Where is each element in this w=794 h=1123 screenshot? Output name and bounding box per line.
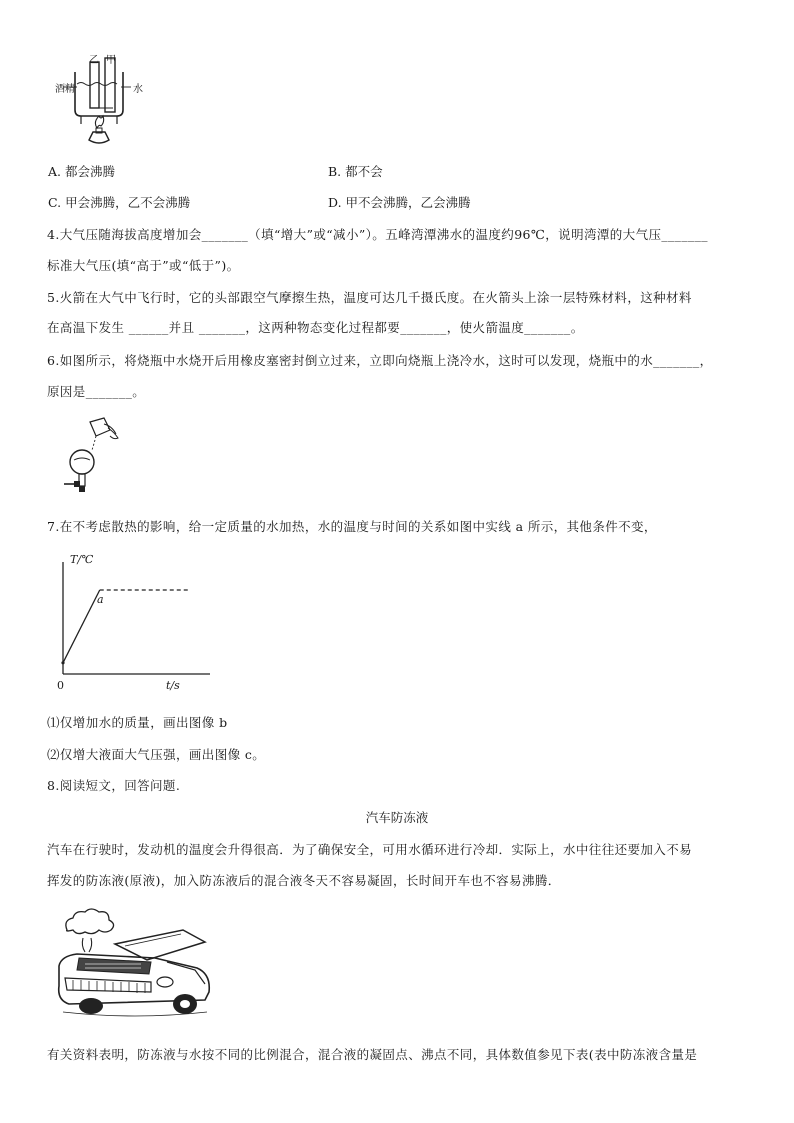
- curve-label-a: a: [97, 593, 104, 606]
- x-axis-label: t/s: [166, 679, 180, 692]
- q8-line1: 8.阅读短文，回答问题.: [47, 778, 181, 793]
- passage-p2: 挥发的防冻液(原液)，加入防冻液后的混合液冬天不容易凝固，长时间开车也不容易沸腾．: [47, 873, 561, 888]
- boiling-apparatus-figure: [55, 50, 145, 150]
- q4-line2: 标准大气压(填“高于”或“低于”)。: [47, 258, 240, 273]
- flask-figure: [60, 412, 130, 502]
- option-a: A. 都会沸腾: [48, 164, 115, 179]
- label-alcohol: 酒精: [55, 84, 75, 95]
- q6-line1: 6.如图所示，将烧瓶中水烧开后用橡皮塞密封倒立过来，立即向烧瓶上浇冷水，这时可以发现，烧瓶中的水_______，: [47, 353, 713, 368]
- label-yi: 乙: [89, 55, 99, 66]
- car-steam-illustration: [55, 908, 215, 1023]
- origin-label: 0: [57, 679, 64, 692]
- series-a-solid: [63, 590, 100, 663]
- start-point: [61, 661, 64, 664]
- option-d: D. 甲不会沸腾，乙会沸腾: [328, 195, 471, 210]
- label-water: 水: [133, 84, 143, 95]
- option-b: B. 都不会: [328, 164, 383, 179]
- q7-sub2: ⑵仅增大液面大气压强，画出图像 c。: [47, 747, 266, 762]
- q6-line2: 原因是_______。: [47, 384, 146, 399]
- q5-line1: 5.火箭在大气中飞行时，它的头部跟空气摩擦生热，温度可达几千摄氏度。在火箭头上涂一层特殊材料，这种材料: [47, 290, 692, 305]
- q4-line1: 4.大气压随海拔高度增加会_______（填“增大”或“减小”）。五峰湾潭沸水的温度约96℃，说明湾潭的大气压_______: [47, 227, 708, 242]
- passage-title: 汽车防冻液: [365, 810, 429, 825]
- passage-p3: 有关资料表明，防冻液与水按不同的比例混合，混合液的凝固点、沸点不同，具体数值参见下表(表中防冻液含量是: [47, 1047, 698, 1062]
- q7-line1: 7.在不考虑散热的影响，给一定质量的水加热，水的温度与时间的关系如图中实线 a 所示，其他条件不变，: [47, 519, 657, 534]
- label-jia: 甲: [106, 55, 116, 66]
- q5-line2: 在高温下发生 ______并且 _______，这两种物态变化过程都要_______，使火箭温度_______。: [47, 320, 584, 335]
- y-axis-label: T/℃: [70, 553, 94, 566]
- q7-sub1: ⑴仅增加水的质量，画出图像 b: [47, 715, 228, 730]
- passage-p1: 汽车在行驶时，发动机的温度会升得很高．为了确保安全，可用水循环进行冷却．实际上，水中往往还要加入不易: [47, 842, 693, 857]
- option-c: C. 甲会沸腾，乙不会沸腾: [48, 195, 191, 210]
- temperature-time-graph: [50, 550, 220, 690]
